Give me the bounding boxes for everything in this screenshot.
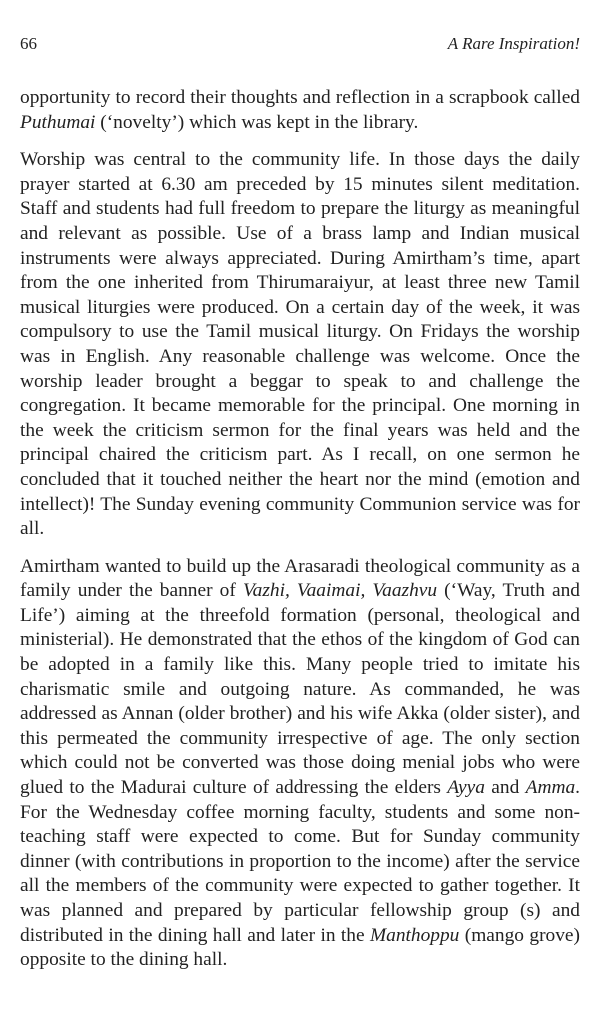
paragraph-text: (‘novelty’) which was kept in the library. — [95, 111, 419, 133]
italic-term-manthoppu: Manthoppu — [369, 924, 460, 946]
paragraph-text: (mango grove) opposite to the dining hall. — [20, 924, 580, 971]
paragraph-community-family — [20, 555, 580, 973]
paragraph-text: Amirtham wanted to build up the Arasaradi theological community as a family under the banner of — [20, 555, 580, 602]
paragraph-text: and — [484, 777, 526, 799]
italic-term-amma: Amma — [525, 777, 576, 799]
page-number: 66 — [20, 34, 37, 53]
paragraph-scrapbook — [20, 86, 580, 135]
paragraph-worship — [20, 148, 580, 542]
paragraph-text: Worship was central to the community life. In those days the daily prayer started at 6.30 am preceded by 15 minutes silent meditation. Staff and students had full freedom to prepare the liturgy as meaningful and relevant as possible. Use of a brass lamp and Indian musical instruments were always appreciated. During Amirtham’s time, apart from the one inherited from Thirumaraiyur, at least three new Tamil musical liturgies were produced. On a certain day of the week, it was compulsory to use the Tamil musical liturgy. On Fridays the worship was in English. Any reasonable challenge was welcome. Once the worship leader brought a beggar to speak to and challenge the congregation. It became memorable for the principal. One morning in the week the criticism sermon for the final years was held and the principal chaired the criticism part. As I recall, on one sermon he concluded that it touched neither the heart nor the mind (emotion and intellect)! The Sunday evening community Communion service was for all. — [20, 149, 580, 540]
paragraph-text: opportunity to record their thoughts and reflection in a scrapbook called — [20, 87, 580, 108]
italic-term-vazhi: Vazhi, Vaaimai, Vaazhvu — [242, 580, 438, 602]
italic-term-puthumai: Puthumai — [20, 111, 96, 133]
body-text — [20, 86, 580, 986]
paragraph-text: . For the Wednesday coffee morning faculty, students and some non-teaching staff were expected to come. But for Sunday community dinner (with contributions in proportion to the income) after the service all the members of the community were expected to gather together. It was planned and prepared by particular fellowship group (s) and distributed in the dining hall and later in the — [20, 777, 580, 946]
running-header — [20, 34, 580, 58]
paragraph-text: (‘Way, Truth and Life’) aiming at the threefold formation (personal, theological and ministerial). He demonstrated that the ethos of the kingdom of God can be adopted in a family like this. Many people tried to imitate his charismatic smile and outgoing nature. As commanded, he was addressed as Annan (older brother) and his wife Akka (older sister), and this permeated the community irrespective of age. The only section which could not be converted was those doing menial jobs who were glued to the Madurai culture of addressing the elders — [20, 580, 580, 799]
running-title: A Rare Inspiration! — [447, 34, 580, 53]
italic-term-ayya: Ayya — [447, 777, 485, 799]
